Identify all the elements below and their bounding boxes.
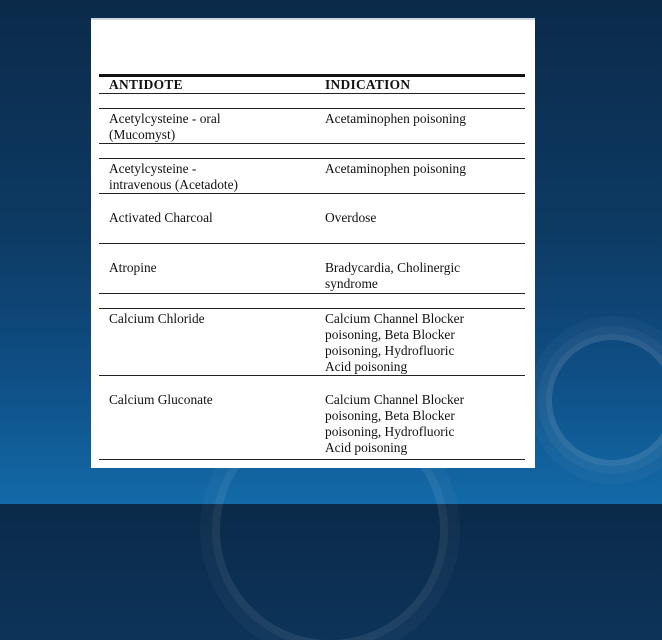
antidote-cell: Calcium Gluconate (99, 376, 315, 460)
table-spacer-row (99, 144, 525, 159)
decorative-swirl (552, 340, 662, 460)
table-spacer-row (99, 94, 525, 109)
table-header-row (99, 76, 525, 94)
table-row (99, 376, 525, 460)
header-antidote: ANTIDOTE (99, 76, 315, 94)
antidote-cell: Acetylcysteine - intravenous (Acetadote) (99, 159, 315, 194)
indication-cell: Overdose (315, 194, 525, 244)
table-spacer-row (99, 294, 525, 309)
antidote-cell: Acetylcysteine - oral (Mucomyst) (99, 109, 315, 144)
document-page (91, 18, 535, 468)
table-row (99, 109, 525, 144)
antidote-cell: Activated Charcoal (99, 194, 315, 244)
indication-cell: Calcium Channel Blocker poisoning, Beta Blocker poisoning, Hydrofluoric Acid poisoning (315, 309, 525, 376)
table-row (99, 309, 525, 376)
indication-cell: Acetaminophen poisoning (315, 109, 525, 144)
indication-cell: Bradycardia, Cholinergic syndrome (315, 244, 525, 294)
antidote-cell: Calcium Chloride (99, 309, 315, 376)
indication-cell: Calcium Channel Blocker poisoning, Beta Blocker poisoning, Hydrofluoric Acid poisoning (315, 376, 525, 460)
antidote-table (99, 74, 525, 460)
table-row (99, 159, 525, 194)
indication-cell: Acetaminophen poisoning (315, 159, 525, 194)
table-row (99, 244, 525, 294)
antidote-cell: Atropine (99, 244, 315, 294)
header-indication: INDICATION (315, 76, 525, 94)
table-row (99, 194, 525, 244)
